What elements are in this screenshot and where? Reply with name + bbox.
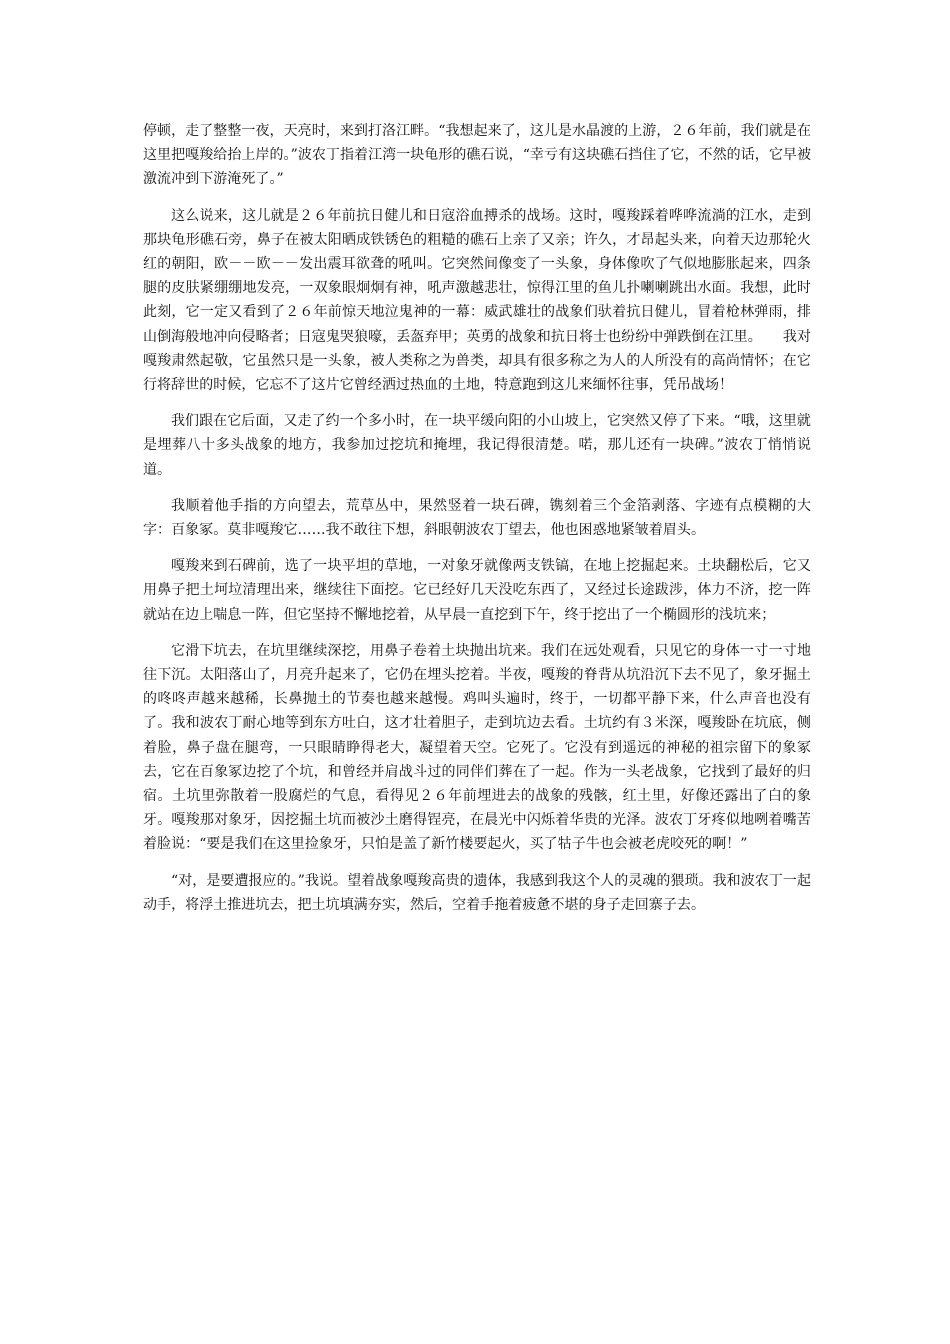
- paragraph-7: “对，是要遭报应的。”我说。望着战象嘎羧高贵的遗体，我感到我这个人的灵魂的猥琐。我和波农丁一起动手，将浮土推进坑去，把土坑填满夯实，然后，空着手拖着疲惫不堪的身子走回寨子去。: [143, 872, 811, 913]
- paragraph-3: 我们跟在它后面，又走了约一个多小时，在一块平缓向阳的小山坡上，它突然又停了下来。“哦，这里就是埋葬八十多头战象的地方，我参加过挖坑和掩埋，我记得很清楚。喏，那儿还有一块碑。”波农丁悄悄说道。: [143, 413, 811, 478]
- paragraph-5: 嘎羧来到石碑前，选了一块平坦的草地，一对象牙就像两支铁镐，在地上挖掘起来。土块翻松后，它又用鼻子把土坷垃清理出来，继续往下面挖。它已经好几天没吃东西了，又经过长途跋涉，体力不济，挖一阵就站在边上喘息一阵，但它坚持不懈地挖着，从早晨一直挖到下午，终于挖出了一个椭圆形的浅坑来；: [143, 558, 811, 623]
- paragraph-6: 它滑下坑去，在坑里继续深挖，用鼻子卷着土块抛出坑来。我们在远处观看，只见它的身体一寸一寸地往下沉。太阳落山了，月亮升起来了，它仍在埋头挖着。半夜，嘎羧的脊背从坑沿沉下去不见了，象牙掘土的咚咚声越来越稀，长鼻抛土的节奏也越来越慢。鸡叫头遍时，终于，一切都平静下来，什么声音也没有了。我和波农丁耐心地等到东方吐白，这才壮着胆子，走到坑边去看。土坑约有３米深，嘎羧卧在坑底，侧着脸，鼻子盘在腿弯，一只眼睛睁得老大，凝望着天空。它死了。它没有到遥远的神秘的祖宗留下的象冢去，它在百象冢边挖了个坑，和曾经并肩战斗过的同伴们葬在了一起。作为一头老战象，它找到了最好的归宿。土坑里弥散着一股腐烂的气息，看得见２６年前埋进去的战象的残骸，红土里，好像还露出了白的象牙。嘎羧那对象牙，因挖掘土坑而被沙土磨得锃亮，在晨光中闪烁着华贵的光泽。波农丁牙疼似地咧着嘴苦着脸说：“要是我们在这里捡象牙，只怕是盖了新竹楼要起火，买了牯子牛也会被老虎咬死的啊！”: [143, 642, 811, 853]
- paragraph-4: 我顺着他手指的方向望去，荒草丛中，果然竖着一块石碑，镌刻着三个金箔剥落、字迹有点模糊的大字：百象冢。莫非嘎羧它……我不敢往下想，斜眼朝波农丁望去，他也困惑地紧皱着眉头。: [143, 497, 811, 539]
- paragraph-1: 停顿，走了整整一夜，天亮时，来到打洛江畔。“我想起来了，这儿是水晶渡的上游，２６年前，我们就是在这里把嘎羧给抬上岸的。”波农丁指着江湾一块龟形的礁石说，“幸亏有这块礁石挡住了它，不然的话，它早被激流冲到下游淹死了。”: [143, 123, 811, 188]
- paragraph-2: 这么说来，这儿就是２６年前抗日健儿和日寇浴血搏杀的战场。这时，嘎羧踩着哗哗流淌的江水，走到那块龟形礁石旁，鼻子在被太阳晒成铁锈色的粗糙的礁石上亲了又亲；许久，才昂起头来，向着天边那轮火红的朝阳，欧－－欧－－发出震耳欲聋的吼叫。它突然间像变了一头象，身体像吹了气似地膨胀起来，四条腿的皮肤紧绷绷地发亮，一双象眼炯炯有神，吼声激越悲壮，惊得江里的鱼儿扑喇喇跳出水面。我想，此时此刻，它一定又看到了２６年前惊天地泣鬼神的一幕：威武雄壮的战象们驮着抗日健儿，冒着枪林弹雨，排山倒海般地冲向侵略者；日寇鬼哭狼嚎，丢盔弃甲；英勇的战象和抗日将士也纷纷中弹跌倒在江里。 我对嘎羧肃然起敬，它虽然只是一头象，被人类称之为兽类，却具有很多称之为人的人所没有的高尚情怀；在它行将辞世的时候，它忘不了这片它曾经洒过热血的土地，特意跑到这儿来缅怀往事，凭吊战场！: [143, 207, 811, 394]
- document-body: [143, 119, 811, 929]
